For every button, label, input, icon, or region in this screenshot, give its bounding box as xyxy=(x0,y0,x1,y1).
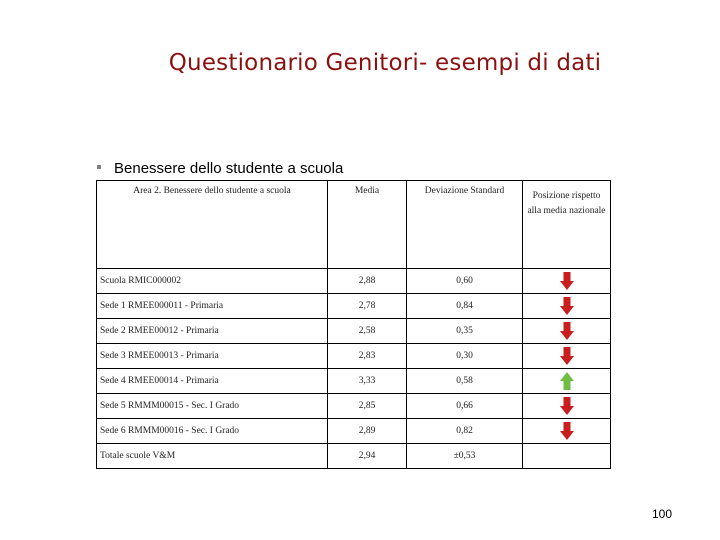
row-label: Sede 1 RMEE000011 - Primaria xyxy=(97,294,328,319)
table-row xyxy=(97,319,611,344)
row-position xyxy=(523,294,611,319)
table-row xyxy=(97,344,611,369)
arrow-up-icon xyxy=(560,372,574,390)
arrow-down-icon xyxy=(560,347,574,365)
row-dev: 0,58 xyxy=(407,369,523,394)
bullet-text: Benessere dello studente a scuola xyxy=(114,160,344,177)
row-position xyxy=(523,344,611,369)
row-label: Sede 5 RMMM00015 - Sec. I Grado xyxy=(97,394,328,419)
table-row xyxy=(97,369,611,394)
row-dev: 0,35 xyxy=(407,319,523,344)
bullet-item xyxy=(97,160,343,177)
row-label: Sede 6 RMMM00016 - Sec. I Grado xyxy=(97,419,328,444)
row-media: 2,89 xyxy=(328,419,407,444)
row-dev: 0,60 xyxy=(407,269,523,294)
row-media: 2,85 xyxy=(328,394,407,419)
bullet-icon xyxy=(97,165,101,169)
row-media: 2,78 xyxy=(328,294,407,319)
arrow-down-icon xyxy=(560,322,574,340)
row-dev: 0,82 xyxy=(407,419,523,444)
table-row xyxy=(97,444,611,469)
header-area: Area 2. Benessere dello studente a scuola xyxy=(97,181,328,269)
table-row xyxy=(97,269,611,294)
header-dev: Deviazione Standard xyxy=(407,181,523,269)
row-media: 2,83 xyxy=(328,344,407,369)
row-media: 2,94 xyxy=(328,444,407,469)
row-position xyxy=(523,369,611,394)
row-position xyxy=(523,319,611,344)
slide-title: Questionario Genitori- esempi di dati xyxy=(168,50,602,76)
row-media: 2,88 xyxy=(328,269,407,294)
row-position xyxy=(523,444,611,469)
row-position xyxy=(523,419,611,444)
header-position: Posizione rispetto alla media nazionale xyxy=(523,181,611,269)
arrow-down-icon xyxy=(560,272,574,290)
row-position xyxy=(523,269,611,294)
row-dev: 0,30 xyxy=(407,344,523,369)
table-header-row xyxy=(97,181,611,269)
table-row xyxy=(97,394,611,419)
row-position xyxy=(523,394,611,419)
arrow-down-icon xyxy=(560,422,574,440)
row-label: Totale scuole V&M xyxy=(97,444,328,469)
row-media: 2,58 xyxy=(328,319,407,344)
table-row xyxy=(97,419,611,444)
arrow-down-icon xyxy=(560,397,574,415)
results-table xyxy=(96,180,611,469)
row-dev: ±0,53 xyxy=(407,444,523,469)
row-dev: 0,84 xyxy=(407,294,523,319)
row-label: Sede 2 RMEE00012 - Primaria xyxy=(97,319,328,344)
row-label: Sede 3 RMEE00013 - Primaria xyxy=(97,344,328,369)
row-label: Scuola RMIC000002 xyxy=(97,269,328,294)
table-row xyxy=(97,294,611,319)
arrow-down-icon xyxy=(560,297,574,315)
header-media: Media xyxy=(328,181,407,269)
row-label: Sede 4 RMEE00014 - Primaria xyxy=(97,369,328,394)
row-media: 3,33 xyxy=(328,369,407,394)
page-number: 100 xyxy=(652,507,673,521)
row-dev: 0,66 xyxy=(407,394,523,419)
